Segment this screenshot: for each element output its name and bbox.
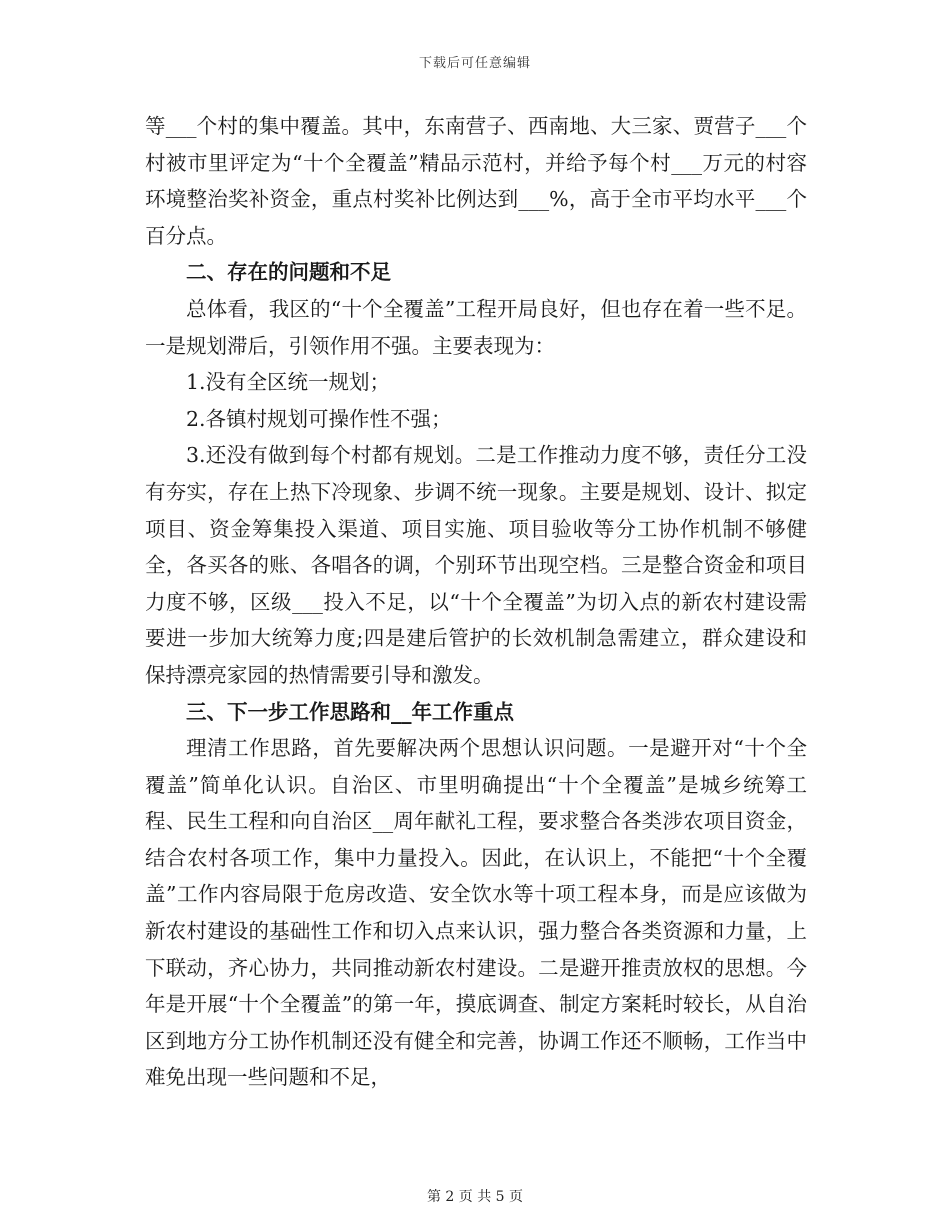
paragraph-thinking: 理清工作思路，首先要解决两个思想认识问题。一是避开对“十个全覆盖”简单化认识。自治区、市里明确提出“十个全覆盖”是城乡统筹工程、民生工程和向自治区__周年献礼工程，要求整合各类涉农项目资金，结合农村各项工作，集中力量投入。因此，在认识上，不能把“十个全覆盖”工作内容局限于危房改造、安全饮水等十项工程本身，而是应该做为新农村建设的基础性工作和切入点来认识，强力整合各类资源和力量，上下联动，齐心协力，共同推动新农村建设。二是避开推责放权的思想。今年是开展“十个全覆盖”的第一年，摸底调查、制定方案耗时较长，从自治区到地方分工协作机制还没有健全和完善，协调工作还不顺畅，工作当中难免出现一些问题和不足， (145, 736, 807, 1090)
paragraph-overview: 总体看，我区的“十个全覆盖”工程开局良好，但也存在着一些不足。一是规划滞后，引领作用不强。主要表现为： (145, 296, 807, 358)
page-header: 下载后可任意编辑 (418, 56, 531, 71)
document-body (145, 108, 807, 1096)
section-heading-problems: 二、存在的问题和不足 (186, 260, 391, 285)
list-item-3: 3.还没有做到每个村都有规划。二是工作推动力度不够，责任分工没有夯实，存在上热下冷现象、步调不统一现象。主要是规划、设计、拟定项目、资金筹集投入渠道、项目实施、项目验收等分工协作机制不够健全，各买各的账、各唱各的调，个别环节出现空档。三是整合资金和项目力度不够，区级___投入不足，以“十个全覆盖”为切入点的新农村建设需要进一步加大统筹力度;四是建后管护的长效机制急需建立，群众建设和保持漂亮家园的热情需要引导和激发。 (145, 443, 807, 687)
list-item-1: 1.没有全区统一规划； (186, 370, 391, 395)
section-heading-next-steps: 三、下一步工作思路和__年工作重点 (186, 699, 514, 724)
list-item-2: 2.各镇村规划可操作性不强； (186, 406, 452, 431)
paragraph-continuation: 等___个村的集中覆盖。其中，东南营子、西南地、大三家、贾营子___个村被市里评定为“十个全覆盖”精品示范村，并给予每个村___万元的村容环境整治奖补资金，重点村奖补比例达到___%，高于全市平均水平___个百分点。 (145, 114, 807, 248)
page-number: 第 2 页 共 5 页 (426, 1189, 524, 1205)
